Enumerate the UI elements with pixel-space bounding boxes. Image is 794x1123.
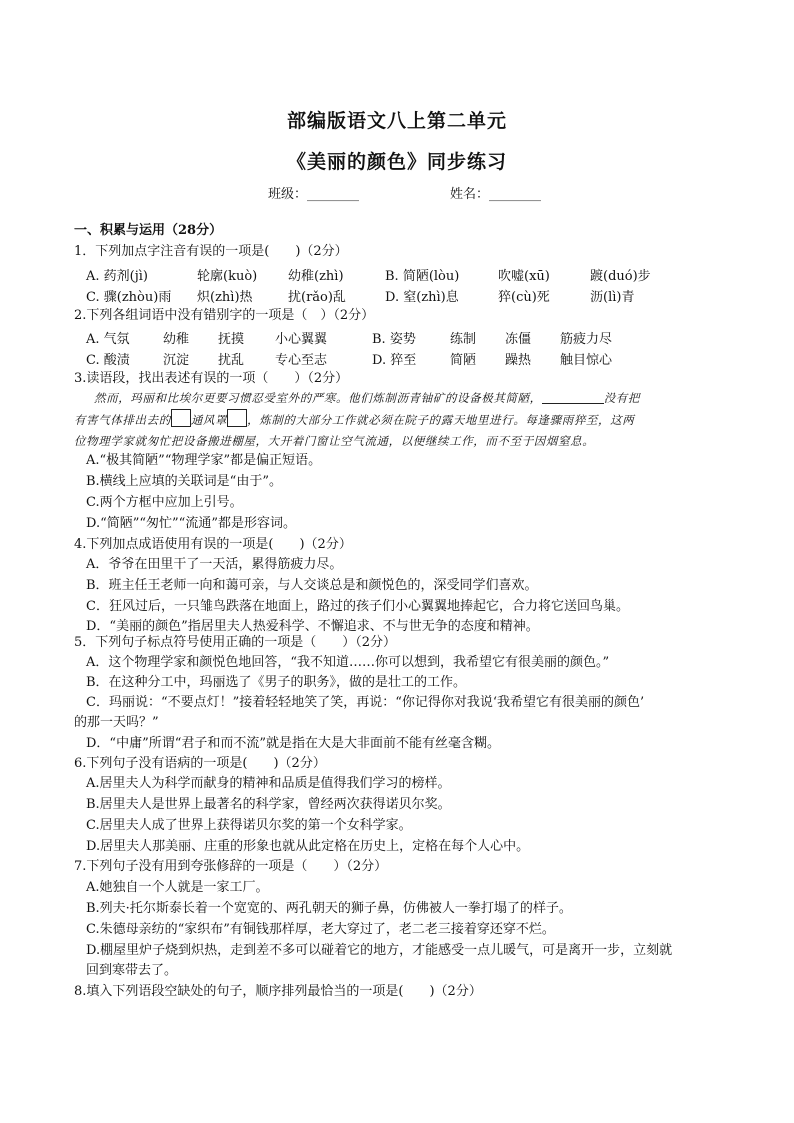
q2-d-2: 简陋 <box>450 353 477 368</box>
q7-option-d-cont: 回到寒带去了。 <box>86 963 178 978</box>
q3-stem: 3.读语段，找出表述有误的一项（ ）（2分） <box>74 371 349 386</box>
q3-blank <box>542 391 604 404</box>
q7-option-a: A.她独自一个人就是一家工厂。 <box>86 880 269 895</box>
q7-stem: 7.下列句子没有用到夸张修辞的一项是（ ）（2分） <box>74 859 388 874</box>
q2-b-2: 练制 <box>450 332 477 347</box>
q1-c-2: 炽(zhì)热 <box>197 290 253 305</box>
q6-stem: 6.下列句子没有语病的一项是( )（2分） <box>74 756 326 771</box>
q2-d-1: D. 猝至 <box>372 353 417 368</box>
q2-stem: 2.下列各组词语中没有错别字的一项是（ ）（2分） <box>74 308 375 323</box>
q2-c-3: 扰乱 <box>218 353 245 368</box>
q8-stem: 8.填入下列语段空缺处的句子，顺序排列最恰当的一项是( )（2分） <box>74 984 482 999</box>
q3-option-c: C.两个方框中应加上引号。 <box>86 495 243 510</box>
q3-box-2 <box>227 409 247 427</box>
q4-option-a: A．爷爷在田里干了一天活，累得筋疲力尽。 <box>86 557 343 572</box>
class-field: 班级：________ <box>268 187 360 202</box>
q1-b-1: B. 简陋(lòu) <box>385 269 460 284</box>
q4-option-d: D．“美丽的颜色”指居里夫人热爱科学、不懈追求、不与世无争的态度和精神。 <box>86 619 539 634</box>
q2-d-3: 躁热 <box>505 353 532 368</box>
q5-option-c-cont: 的那一天吗？” <box>74 715 159 730</box>
q3-passage-line-2 <box>74 409 724 431</box>
q6-option-b: B.居里夫人是世界上最著名的科学家，曾经两次获得诺贝尔奖。 <box>86 797 451 812</box>
page-title: 部编版语文八上第二单元 <box>286 110 507 132</box>
q4-option-c: C．狂风过后，一只雏鸟跌落在地面上，路过的孩子们小心翼翼地捧起它，合力将它送回鸟巢。 <box>86 599 629 614</box>
q6-option-d: D.居里夫人那美丽、庄重的形象也就从此定格在历史上，定格在每个人心中。 <box>86 839 530 854</box>
q7-option-d: D.棚屋里炉子烧到炽热，走到差不多可以碰着它的地方，才能感受一点儿暖气，可是离开一步，立刻就 <box>86 943 673 958</box>
q5-option-a: A．这个物理学家和颜悦色地回答，“我不知道……你可以想到，我希望它有很美丽的颜色。” <box>86 655 610 670</box>
q3-option-a: A.“极其简陋”“物理学家”都是偏正短语。 <box>86 453 322 468</box>
q3-option-b: B.横线上应填的关联词是“由于”。 <box>86 474 282 489</box>
q1-a-1: A. 药剂(jì) <box>86 269 148 284</box>
q1-stem: 1．下列加点字注音有误的一项是( )（2分） <box>74 244 348 259</box>
q3-box-1 <box>171 409 191 427</box>
q1-d-3: 沥(lì)青 <box>590 290 635 305</box>
q2-b-4: 筋疲力尽 <box>560 332 613 347</box>
section-heading: 一、积累与运用（28分） <box>74 223 223 238</box>
q2-d-4: 触目惊心 <box>560 353 613 368</box>
q1-c-3: 扰(rǎo)乱 <box>288 290 346 305</box>
q6-option-c: C.居里夫人成了世界上获得诺贝尔奖的第一个女科学家。 <box>86 818 412 833</box>
q2-c-4: 专心至志 <box>275 353 328 368</box>
page-subtitle: 《美丽的颜色》同步练习 <box>286 151 507 173</box>
q1-d-1: D. 窒(zhì)息 <box>385 290 459 305</box>
q7-option-c: C.朱德母亲纺的“家织布”有铜钱那样厚，老大穿过了，老二老三接着穿还穿不烂。 <box>86 922 555 937</box>
q2-a-4: 小心翼翼 <box>275 332 328 347</box>
q2-b-3: 冻僵 <box>505 332 532 347</box>
q2-c-2: 沉淀 <box>163 353 190 368</box>
q1-d-2: 猝(cù)死 <box>498 290 550 305</box>
q6-option-a: A.居里夫人为科学而献身的精神和品质是值得我们学习的榜样。 <box>86 776 451 791</box>
q3-passage-1b: 没有把 <box>603 391 641 405</box>
q3-passage-line-1 <box>74 388 724 409</box>
name-field: 姓名：________ <box>450 187 542 202</box>
q2-a-3: 抚摸 <box>218 332 245 347</box>
q5-option-d: D．“中庸”所谓“君子和而不流”就是指在大是大非面前不能有丝毫含糊。 <box>86 736 501 751</box>
q1-b-2: 吹嘘(xū) <box>498 269 550 284</box>
q2-a-2: 幼稚 <box>163 332 190 347</box>
q2-a-1: A. 气氛 <box>86 332 130 347</box>
q3-passage-line-3: 位物理学家就匆忙把设备搬进棚屋，大开着门窗让空气流通，以便继续工作，而不至于因烟窒息。 <box>74 434 595 448</box>
q4-option-b: B．班主任王老师一向和蔼可亲，与人交谈总是和颜悦色的，深受同学们喜欢。 <box>86 578 538 593</box>
q4-stem: 4.下列加点成语使用有误的一项是( )（2分） <box>74 537 352 552</box>
q1-c-1: C. 骤(zhòu)雨 <box>86 290 172 305</box>
q5-option-b: B．在这种分工中，玛丽选了《男子的职务》，做的是壮工的工作。 <box>86 675 467 690</box>
q1-a-2: 轮廓(kuò) <box>197 269 258 284</box>
q1-a-3: 幼稚(zhì) <box>288 269 344 284</box>
q3-passage-2a: 有害气体排出去的 <box>74 413 171 427</box>
q7-option-b: B.列夫·托尔斯泰长着一个宽宽的、两孔朝天的狮子鼻，仿佛被人一拳打塌了的样子。 <box>86 901 572 916</box>
q2-c-1: C. 酸渍 <box>86 353 130 368</box>
q3-passage-1a: 然而，玛丽和比埃尔更要习惯忍受室外的严寒。他们炼制沥青铀矿的设备极其简陋， <box>94 391 542 405</box>
q3-passage-2b: 通风罩 <box>190 413 228 427</box>
q5-option-c: C．玛丽说：“不要点灯！”接着轻轻地笑了笑，再说：“你记得你对我说‘我希望它有很美丽的颜色’ <box>86 695 645 710</box>
q2-b-1: B. 姿势 <box>372 332 416 347</box>
q1-b-3: 踱(duó)步 <box>590 269 651 284</box>
q3-option-d: D.“简陋”“匆忙”“流通”都是形容词。 <box>86 516 296 531</box>
q5-stem: 5．下列句子标点符号使用正确的一项是（ ）（2分） <box>74 635 397 650</box>
q3-passage-2c: ，炼制的大部分工作就必须在院子的露天地里进行。每逢骤雨猝至，这两 <box>247 413 635 427</box>
q3-passage <box>74 388 724 452</box>
